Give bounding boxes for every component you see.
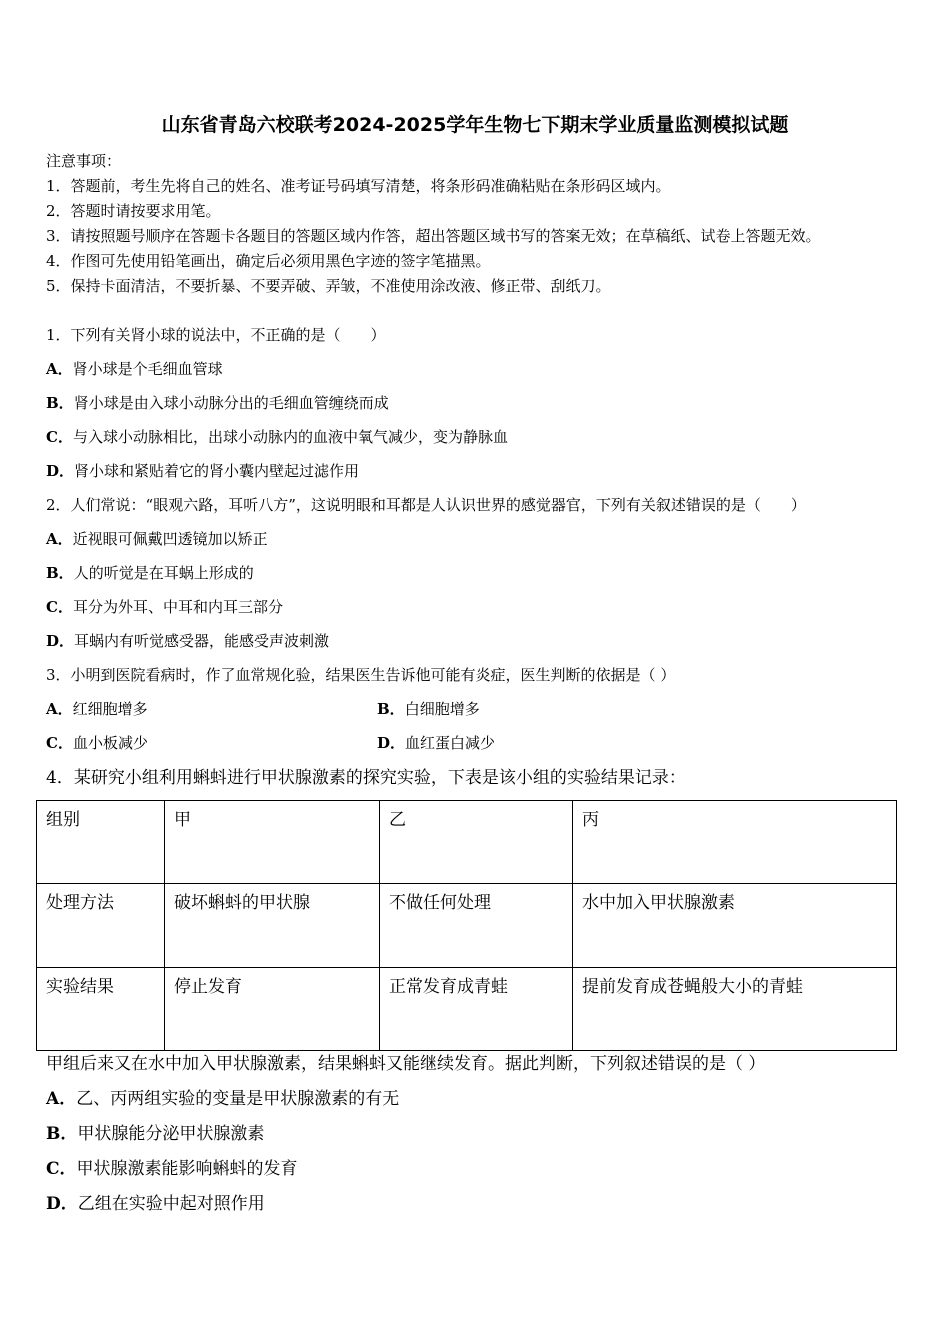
question-1-option-c (46, 427, 508, 447)
table-cell: 乙 (380, 801, 573, 884)
question-3-option-d (377, 733, 495, 753)
option-label: D． (46, 462, 75, 480)
option-text: 人的听觉是在耳蜗上形成的 (73, 564, 254, 582)
table-row (37, 967, 897, 1050)
option-text: 与入球小动脉相比，出球小动脉内的血液中氧气减少，变为静脉血 (72, 428, 508, 446)
option-label: B． (46, 1124, 78, 1144)
question-2-option-d (46, 631, 329, 651)
question-3-option-c (46, 733, 148, 753)
option-text: 耳分为外耳、中耳和内耳三部分 (72, 598, 283, 616)
table-cell: 实验结果 (37, 967, 165, 1050)
experiment-table (36, 800, 897, 1051)
option-text: 肾小球是个毛细血管球 (72, 360, 223, 378)
option-text: 血小板减少 (72, 734, 148, 752)
option-label: C． (46, 734, 73, 752)
notice-item: 2．答题时请按要求用笔。 (46, 202, 221, 220)
question-1-stem: 1．下列有关肾小球的说法中，不正确的是（ ） (46, 326, 386, 344)
table-cell: 正常发育成青蛙 (380, 967, 573, 1050)
option-label: B． (377, 700, 405, 718)
option-text: 耳蜗内有听觉感受器，能感受声波刺激 (74, 632, 330, 650)
option-text: 血红蛋白减少 (405, 734, 496, 752)
option-label: A． (46, 360, 73, 378)
option-label: B． (46, 394, 74, 412)
question-2-stem: 2．人们常说：“眼观六路，耳听八方”，这说明眼和耳都是人认识世界的感觉器官，下列有关叙述错误的是（ ） (46, 496, 806, 514)
table-cell: 丙 (573, 801, 897, 884)
notice-item: 5．保持卡面清洁，不要折暴、不要弄破、弄皱，不准使用涂改液、修正带、刮纸刀。 (46, 277, 611, 295)
page-title: 山东省青岛六校联考2024-2025学年生物七下期末学业质量监测模拟试题 (161, 114, 789, 136)
question-3-option-b (377, 699, 480, 719)
option-text: 肾小球和紧贴着它的肾小囊内壁起过滤作用 (74, 462, 360, 480)
table-cell: 组别 (37, 801, 165, 884)
question-1-option-a (46, 359, 223, 379)
option-label: C． (46, 598, 73, 616)
notice-item: 3．请按照题号顺序在答题卡各题目的答题区域内作答，超出答题区域书写的答案无效；在草稿纸、试卷上答题无效。 (46, 227, 821, 245)
notice-heading: 注意事项： (46, 152, 122, 170)
question-4-option-c (46, 1158, 298, 1180)
question-2-option-c (46, 597, 283, 617)
option-label: D． (377, 734, 406, 752)
question-1-option-b (46, 393, 389, 413)
option-label: A． (46, 700, 73, 718)
table-cell: 甲 (165, 801, 380, 884)
question-2-option-b (46, 563, 254, 583)
option-text: 肾小球是由入球小动脉分出的毛细血管缠绕而成 (73, 394, 389, 412)
table-cell: 停止发育 (165, 967, 380, 1050)
table-cell: 水中加入甲状腺激素 (573, 884, 897, 967)
question-4-option-a (46, 1088, 399, 1110)
question-2-option-a (46, 529, 268, 549)
question-4-option-b (46, 1123, 264, 1145)
option-label: A． (46, 530, 73, 548)
option-label: D． (46, 1194, 78, 1214)
table-cell: 破坏蝌蚪的甲状腺 (165, 884, 380, 967)
option-text: 乙、丙两组实验的变量是甲状腺激素的有无 (76, 1089, 400, 1109)
notice-item: 1．答题前，考生先将自己的姓名、准考证号码填写清楚，将条形码准确粘贴在条形码区域内。 (46, 177, 671, 195)
option-label: C． (46, 428, 73, 446)
table-cell: 不做任何处理 (380, 884, 573, 967)
table-cell: 提前发育成苍蝇般大小的青蛙 (573, 967, 897, 1050)
option-text: 白细胞增多 (404, 700, 480, 718)
question-1-option-d (46, 461, 359, 481)
question-4-followup: 甲组后来又在水中加入甲状腺激素，结果蝌蚪又能继续发育。据此判断，下列叙述错误的是（ ） (46, 1054, 766, 1074)
option-text: 红细胞增多 (72, 700, 148, 718)
table-row (37, 884, 897, 967)
option-text: 近视眼可佩戴凹透镜加以矫正 (72, 530, 268, 548)
option-text: 甲状腺能分泌甲状腺激素 (77, 1124, 265, 1144)
option-text: 甲状腺激素能影响蝌蚪的发育 (76, 1159, 298, 1179)
question-4-option-d (46, 1193, 265, 1215)
table-cell: 处理方法 (37, 884, 165, 967)
table-row (37, 801, 897, 884)
option-label: C． (46, 1159, 77, 1179)
option-label: D． (46, 632, 75, 650)
option-text: 乙组在实验中起对照作用 (77, 1194, 265, 1214)
notice-item: 4．作图可先使用铅笔画出，确定后必须用黑色字迹的签字笔描黑。 (46, 252, 491, 270)
question-3-stem: 3．小明到医院看病时，作了血常规化验，结果医生告诉他可能有炎症，医生判断的依据是（ ） (46, 666, 676, 684)
question-4-stem: 4．某研究小组利用蝌蚪进行甲状腺激素的探究实验，下表是该小组的实验结果记录： (46, 768, 686, 788)
option-label: A． (46, 1089, 77, 1109)
question-3-option-a (46, 699, 148, 719)
option-label: B． (46, 564, 74, 582)
